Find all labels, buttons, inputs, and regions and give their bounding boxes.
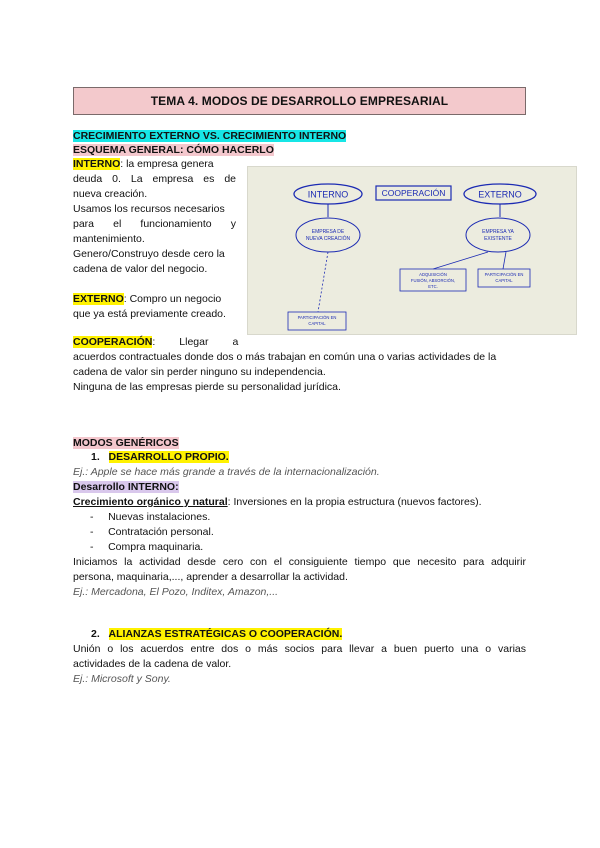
modos-heading: MODOS GENÉRICOS [73, 437, 179, 449]
desc-line-2: persona, maquinaria,..., aprender a desarrollar la actividad. [73, 571, 348, 583]
crecimiento-line: Crecimiento orgánico y natural: Inversiones en la propia estructura (nuevos factores). [73, 496, 482, 508]
section-heading: CRECIMIENTO EXTERNO VS. CRECIMIENTO INTERNO [73, 130, 347, 142]
example-2: Ej.: Mercadona, El Pozo, Inditex, Amazon,... [73, 586, 279, 598]
item1-example: Ej.: Apple se hace más grande a través de la internacionalización. [73, 466, 380, 478]
participacion-right-label-1: PARTICIPACIÓN EN [484, 272, 524, 277]
item2-heading: 2. ALIANZAS ESTRATÉGICAS O COOPERACIÓN. [91, 628, 343, 640]
bullet-item: - Compra maquinaria. [90, 541, 204, 553]
externo-line-1: EXTERNO: Compro un negocio [73, 293, 222, 305]
example-3: Ej.: Microsoft y Sony. [73, 673, 171, 685]
bullet-item: - Contratación personal. [90, 526, 214, 538]
coop-line-1: COOPERACIÓN: Llegar a [73, 336, 239, 348]
participacion-left-label-1: PARTICIPACIÓN EN [297, 315, 337, 320]
genero-line-1: Genero/Construyo desde cero la [73, 248, 225, 260]
desc-line-1: Iniciamos la actividad desde cero con el consiguiente tiempo que necesito para adquirir [73, 556, 526, 568]
coop-line-4: Ninguna de las empresas pierde su personalidad jurídica. [73, 381, 341, 393]
adquisicion-label-1: ADQUISICIÓN [419, 272, 447, 277]
externo-line-2: que ya está previamente creado. [73, 308, 226, 320]
externo-node-label: EXTERNO [478, 189, 522, 200]
growth-diagram [247, 166, 577, 335]
empresa-nueva-label-1: EMPRESA DE [311, 229, 345, 235]
empresa-existente-label-1: EMPRESA YA [482, 229, 514, 235]
interno-node-label: INTERNO [307, 189, 349, 200]
bullet-item: - Nuevas instalaciones. [90, 511, 211, 523]
cooperacion-node-label: COOPERACIÓN [381, 188, 446, 198]
union-line-2: actividades de la cadena de valor. [73, 658, 232, 670]
recursos-line-3: mantenimiento. [73, 233, 145, 245]
coop-line-3: cadena de valor sin perder ninguno su independencia. [73, 366, 326, 378]
adquisicion-label-3: ETC. [428, 284, 438, 289]
participacion-right-label-2: CAPITAL [495, 278, 513, 283]
participacion-left-label-2: CAPITAL [308, 321, 326, 326]
recursos-line-1: Usamos los recursos necesarios [73, 203, 225, 215]
genero-line-2: cadena de valor del negocio. [73, 263, 208, 275]
item1-heading: 1. DESARROLLO PROPIO. [91, 451, 229, 463]
coop-line-2: acuerdos contractuales donde dos o más trabajan en común una o varias actividades de la [73, 351, 497, 363]
interno-line-1: INTERNO: la empresa genera [73, 158, 214, 170]
interno-line-2: deuda 0. La empresa es de [73, 173, 236, 185]
empresa-nueva-label-2: NUEVA CREACIÓN [305, 236, 351, 242]
recursos-line-2: para el funcionamiento y [73, 218, 236, 230]
adquisicion-label-2: FUSIÓN, ABSORCIÓN, [410, 278, 456, 283]
section-subheading: ESQUEMA GENERAL: CÓMO HACERLO [73, 144, 274, 156]
page-title: TEMA 4. MODOS DE DESARROLLO EMPRESARIAL [73, 87, 526, 115]
empresa-existente-node [466, 218, 530, 252]
interno-line-3: nueva creación. [73, 188, 148, 200]
empresa-existente-label-2: EXISTENTE [484, 236, 512, 242]
empresa-nueva-node [296, 218, 360, 252]
union-line-1: Unión o los acuerdos entre dos o más socios para llevar a buen puerto una o varias [73, 643, 526, 655]
desarrollo-interno: Desarrollo INTERNO: [73, 481, 179, 493]
